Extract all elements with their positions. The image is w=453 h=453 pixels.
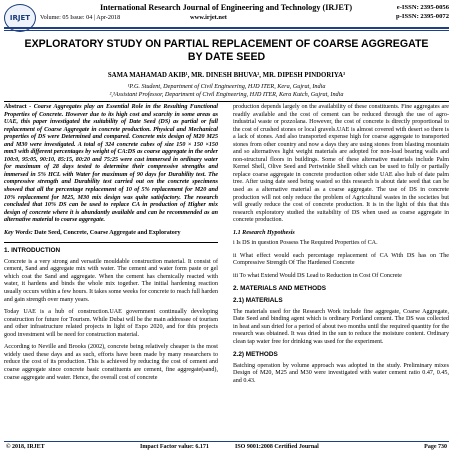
header-divider-thin — [4, 30, 449, 31]
abstract — [4, 104, 218, 225]
affiliation-2: ²,³Assistant Professor, Department of Civil Engineering, HJD ITER, Kera Kutch, Gujrat, India — [109, 91, 344, 98]
footer-copyright: © 2018, IRJET — [6, 444, 45, 450]
subsection-heading-hypothesis: 1.1 Research Hypothesis — [233, 229, 295, 236]
abstract-text: Coarse Aggregates play an Essential Role in the Resulting Functional Properties of Concrete. However due to its high cost and scarcity in some areas as UAE, this paper investigated the suitability of Date Seed (DS) as partial or full replacement of Coarse Aggregate in concrete production. Physical and Mechanical properties of DS were Determined and compared. Concrete mix design of M20 M25 and M30 were investigated. A total of 324 concrete cubes of size 150 × 150 ×150 mm3 with different percentages by weight of CA:DS as coarse aggregate in the order 100:0, 95:05, 90:10, 85:15, 80:20 and 75:25 were cast immersed in ordinary water for maximum of 28 days tested to determine their compressive strengths and immersed in 5% HCL with Water for maximum of 90 days for Durability test. The compressive strength and Durability test carried out on the concrete specimens showed that all the percentage replacement of 10 of 5% replacement for M20 and 10% replacement for M25, M30 mix design was quite satisfactory. The research concluded that 10% DS can be used to replace CA in production of Higher mix design of concrete where it is abundantly available and can be recommended as an alternative material to coarse aggregate. — [4, 104, 218, 224]
section-heading-materials-methods: 2. MATERIALS AND METHODS — [233, 285, 327, 293]
paragraph: Today UAE is a hub of construction.UAE government continually developing construction for future for Tourism. While Dubai will be the main addressee of tourism and other infrastructure related projects in light of Expo 2020, and for this projects good investment will be need for construction material. — [4, 309, 218, 338]
keywords-text: Date Seed, Concrete, Coarse Aggregate and Exploratory — [34, 229, 181, 236]
keywords-heading: Key Words: — [4, 229, 33, 236]
abstract-divider — [4, 242, 218, 243]
paragraph: Batching operation by volume approach was adopted in the study. Preliminary mixes Design of M20, M25 and M30 were investigated with water cement ratio 0.47, 0.45, and 0.43. — [233, 362, 449, 384]
volume-issue: Volume: 05 Issue: 04 | Apr-2018 — [40, 14, 121, 21]
journal-website-link[interactable]: www.irjet.net — [190, 14, 227, 21]
journal-footer — [0, 441, 453, 453]
paragraph: According to Neville and Brooks (2002), concrete being relatively cheaper is the most widely used these days and as such, efforts have been made by many researchers to reduce the cost of its production. This is achieved by reducing the cost of cement and coarse aggregate since concrete basic constituents are cement, fine aggregate(sand), coarse aggregate and water. Hence, the overall cost of concrete — [4, 344, 218, 381]
footer-impact-factor: Impact Factor value: 6.171 — [140, 444, 209, 450]
paper-authors: SAMA MAHAMAD AKIB¹, MR. DINESH BHUVA², MR. DIPESH PINDORIYA³ — [107, 72, 346, 79]
section-heading-introduction: 1. INTRODUCTION — [4, 247, 61, 255]
hypothesis-item: ii What effect would each percentage replacement of CA With DS has on The Compressive Strength Of The Hardened Concrete — [233, 252, 449, 267]
hypothesis-item: iii To what Extend Would DS Lead to Reduction in Cost Of Concrete — [233, 272, 402, 279]
hypothesis-item: i Is DS in question Possess The Required Properties of CA. — [233, 240, 378, 247]
abstract-heading: Abstract - — [4, 104, 32, 110]
title-divider — [4, 101, 449, 102]
subsection-heading-methods: 2.2) METHODS — [233, 351, 278, 359]
footer-iso: ISO 9001:2008 Certified Journal — [235, 444, 319, 450]
journal-header — [0, 0, 453, 36]
p-issn: p-ISSN: 2395-0072 — [396, 13, 449, 20]
left-column — [4, 104, 218, 387]
subsection-heading-materials: 2.1) MATERIALS — [233, 297, 283, 305]
logo-text: IRJET — [9, 14, 31, 22]
right-column — [233, 104, 449, 391]
footer-divider — [4, 441, 449, 442]
journal-name: International Research Journal of Engineering and Technology (IRJET) — [99, 3, 353, 12]
footer-page-number: Page 730 — [424, 444, 447, 450]
paragraph: production depends largely on the availability of these constituents. Fine aggregates are readily available and the cost of cement can be reduced through the use of agro-industrial waste or pozzolana. However, the cost of concrete is directly proportional to the cost of crushed stones or local gravels.UAE is almost covered with desert so there is a lack of stones. And also transported expense high for coarse aggregate to transported stones from other country and now a days they are using stones from blasting mountain and so alternatives light weight materials are adopted for non-load bearing walls and non-structural floors in buildings. Some of these alternative materials include Palm Kernel Shell, Olive Seed and Periwinkle Shell which can be used to fully or partially replace coarse aggregate in concrete production other side UAE also hub of date palm tree. After using date seed being wasted so this research is about date seed that can be used as a alternative material as a coarse aggregate. The use of DS in concrete production will not only reduce the problem of Agricultural wastes in the societies but will greatly reduce the cost of concrete production. It is in the light of this that this research exploratory studied the suitability of DS when used as coarse aggregate in concrete production. — [233, 104, 449, 224]
affiliation-1: ¹P.G. Student, Department of Civil Engineering, HJD ITER, Kera, Gujrat, India — [127, 83, 326, 90]
e-issn: e-ISSN: 2395-0056 — [396, 4, 449, 11]
header-divider — [4, 27, 449, 29]
paragraph: Concrete is a very strong and versatile mouldable construction material. It consist of cement, Sand and aggregate mix with water. The cement and water form paste or gel which coat the Sand and aggregate. When the cement has chemically reacted with water, it hardens and binds the whole mix together. The initial hardening reaction usually occurs within a few hours. It takes some weeks for concrete to reach full harden and gain strength over many years. — [4, 258, 218, 303]
paragraph: The materials used for the Research Work include fine aggregate, Coarse Aggregate, Date Seed and binding agent which is ordinary Portland cement. The DS was collected in heat and sun dried for a period of about two months until the required quantity for the research was obtained. It was dried in the sun to reduce the moisture content. Ordinary clean tap water free for drinking was used for the experiment. — [233, 308, 449, 345]
keywords — [4, 230, 218, 238]
paper-title: EXPLORATORY STUDY ON PARTIAL REPLACEMENT OF COARSE AGGREGATE BY DATE SEED — [24, 38, 429, 63]
